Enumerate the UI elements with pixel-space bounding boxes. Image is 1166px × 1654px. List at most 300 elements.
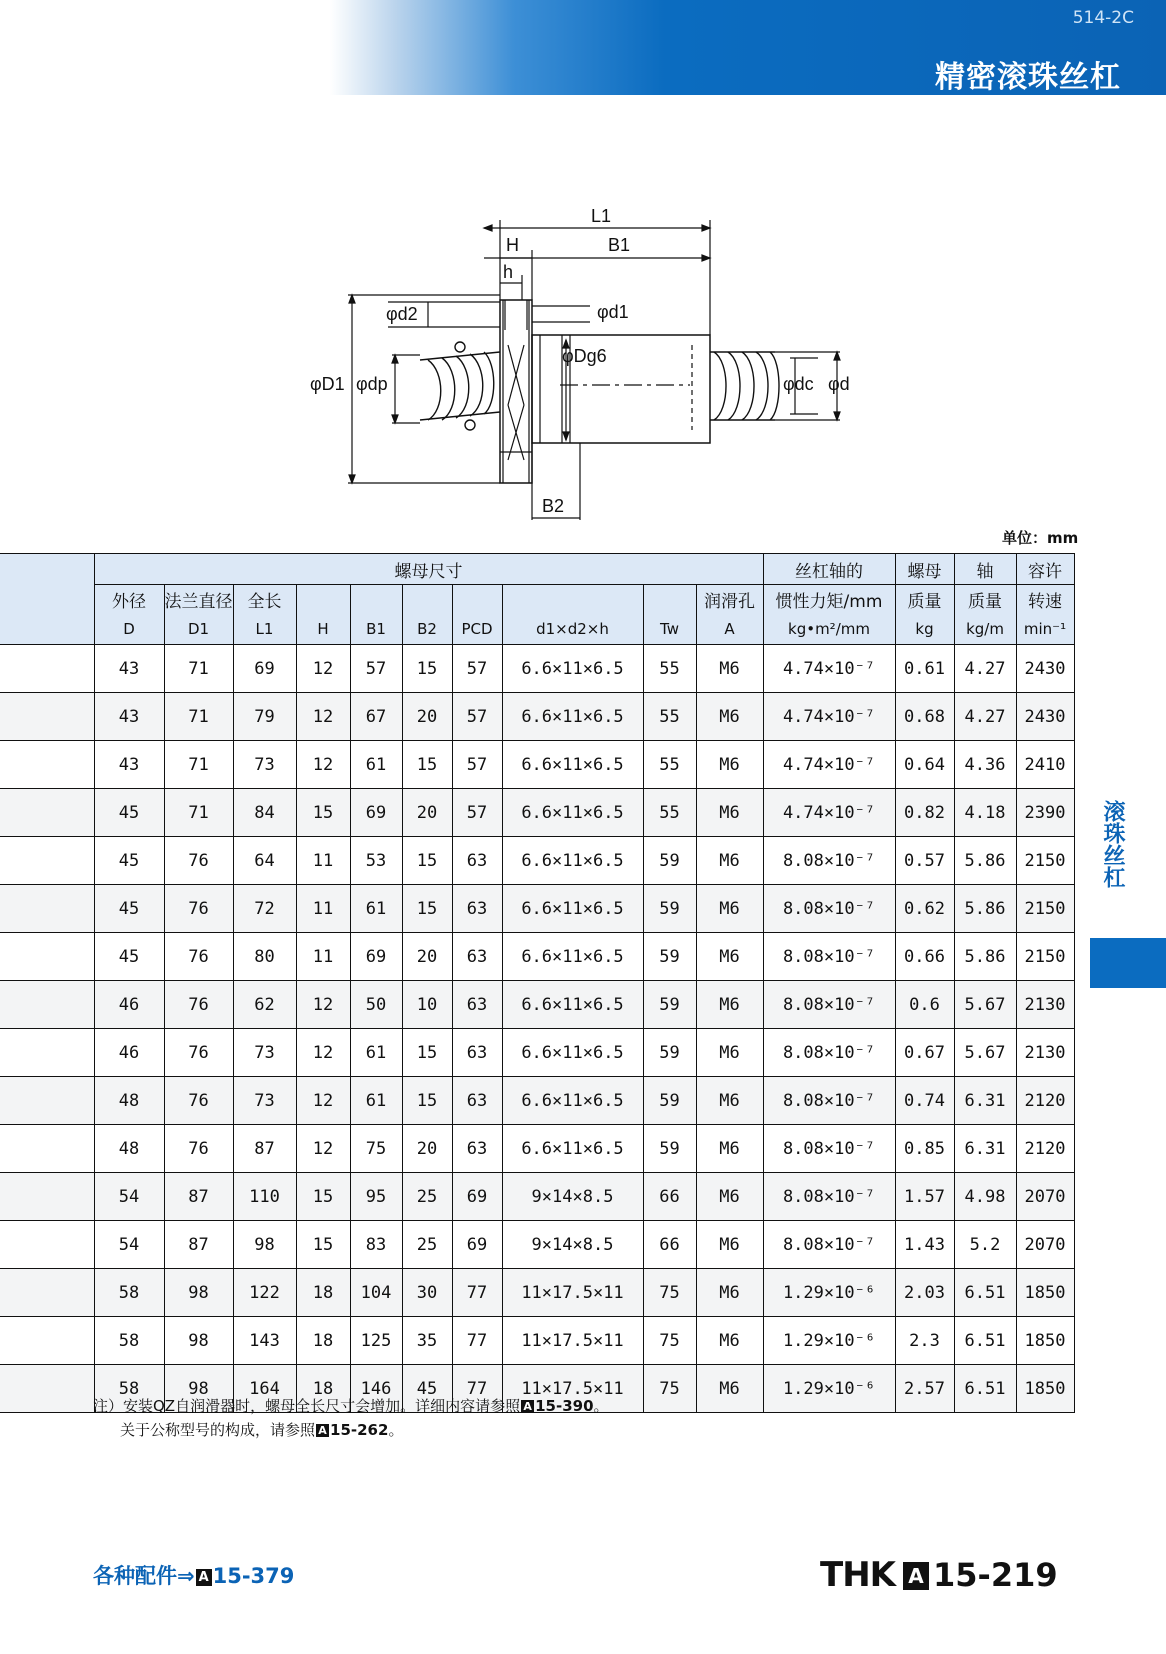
model-cell bbox=[0, 1173, 94, 1221]
model-cell bbox=[0, 1269, 94, 1317]
table-cell: 2430 bbox=[1016, 645, 1074, 693]
table-cell: 55 bbox=[643, 693, 696, 741]
col-D1-symbol: D1 bbox=[164, 615, 233, 645]
table-cell: 5.67 bbox=[954, 981, 1016, 1029]
brand-logo: THK bbox=[820, 1555, 895, 1595]
col-B2-symbol: B2 bbox=[402, 615, 452, 645]
shaft-mass-header-1: 轴 bbox=[954, 554, 1016, 585]
table-cell: 54 bbox=[94, 1173, 164, 1221]
table-cell: 6.6×11×6.5 bbox=[502, 837, 643, 885]
table-cell: 11×17.5×11 bbox=[502, 1365, 643, 1413]
table-cell: 6.6×11×6.5 bbox=[502, 981, 643, 1029]
table-row bbox=[0, 837, 1074, 885]
table-cell: 61 bbox=[350, 1077, 402, 1125]
table-cell: 15 bbox=[402, 1029, 452, 1077]
table-cell: 0.85 bbox=[895, 1125, 954, 1173]
table-cell: 8.08×10⁻⁷ bbox=[763, 1077, 895, 1125]
table-cell: 2.57 bbox=[895, 1365, 954, 1413]
table-cell: 35 bbox=[402, 1317, 452, 1365]
table-cell: 71 bbox=[164, 741, 233, 789]
table-cell: 11×17.5×11 bbox=[502, 1269, 643, 1317]
table-cell: 6.6×11×6.5 bbox=[502, 1125, 643, 1173]
note2-ref-link[interactable]: 15-262 bbox=[330, 1421, 389, 1439]
table-cell: 63 bbox=[452, 837, 502, 885]
table-cell: 73 bbox=[233, 741, 296, 789]
table-cell: M6 bbox=[696, 1317, 763, 1365]
table-cell: 15 bbox=[296, 1221, 350, 1269]
table-cell: 2.03 bbox=[895, 1269, 954, 1317]
table-cell: 8.08×10⁻⁷ bbox=[763, 1221, 895, 1269]
table-cell: 8.08×10⁻⁷ bbox=[763, 933, 895, 981]
table-cell: 50 bbox=[350, 981, 402, 1029]
side-section-tab[interactable] bbox=[1090, 938, 1166, 988]
label-D1: φD1 bbox=[310, 374, 345, 394]
table-cell: 4.74×10⁻⁷ bbox=[763, 789, 895, 837]
table-cell: M6 bbox=[696, 1269, 763, 1317]
table-row bbox=[0, 1077, 1074, 1125]
table-cell: 1.29×10⁻⁶ bbox=[763, 1365, 895, 1413]
spec-table bbox=[0, 553, 1075, 1413]
ref-box-icon: A bbox=[521, 1400, 534, 1413]
table-cell: 4.98 bbox=[954, 1173, 1016, 1221]
side-section-label: 滚珠丝杠 bbox=[1100, 800, 1125, 888]
table-cell: 57 bbox=[452, 645, 502, 693]
table-cell: 18 bbox=[296, 1317, 350, 1365]
table-cell: 69 bbox=[350, 789, 402, 837]
nut-dimensions-header: 螺母尺寸 bbox=[94, 554, 763, 585]
table-cell: M6 bbox=[696, 837, 763, 885]
table-cell: 98 bbox=[164, 1269, 233, 1317]
col-d-blank bbox=[502, 585, 643, 615]
table-cell: 75 bbox=[350, 1125, 402, 1173]
table-cell: 75 bbox=[643, 1269, 696, 1317]
table-cell: 77 bbox=[452, 1365, 502, 1413]
table-row bbox=[0, 693, 1074, 741]
table-cell: 146 bbox=[350, 1365, 402, 1413]
table-cell: 12 bbox=[296, 981, 350, 1029]
label-dp: φdp bbox=[356, 374, 388, 394]
inertia-unit: kg•m²/mm bbox=[763, 615, 895, 645]
table-cell: 45 bbox=[94, 933, 164, 981]
table-cell: 63 bbox=[452, 1077, 502, 1125]
table-cell: M6 bbox=[696, 645, 763, 693]
table-cell: 76 bbox=[164, 1125, 233, 1173]
table-cell: 8.08×10⁻⁷ bbox=[763, 885, 895, 933]
table-cell: 80 bbox=[233, 933, 296, 981]
table-cell: 63 bbox=[452, 1125, 502, 1173]
col-PCD-blank bbox=[452, 585, 502, 615]
table-cell: 6.6×11×6.5 bbox=[502, 693, 643, 741]
col-H-symbol: H bbox=[296, 615, 350, 645]
shaft-mass-unit: kg/m bbox=[954, 615, 1016, 645]
table-cell: 43 bbox=[94, 741, 164, 789]
table-cell: 9×14×8.5 bbox=[502, 1221, 643, 1269]
table-cell: 143 bbox=[233, 1317, 296, 1365]
page-number-block bbox=[820, 1555, 1058, 1595]
table-cell: 75 bbox=[643, 1365, 696, 1413]
table-cell: M6 bbox=[696, 1221, 763, 1269]
table-cell: 62 bbox=[233, 981, 296, 1029]
table-cell: 15 bbox=[402, 645, 452, 693]
table-cell: 6.6×11×6.5 bbox=[502, 933, 643, 981]
table-cell: M6 bbox=[696, 981, 763, 1029]
table-cell: 43 bbox=[94, 693, 164, 741]
table-cell: 1850 bbox=[1016, 1365, 1074, 1413]
table-row bbox=[0, 1173, 1074, 1221]
label-h: h bbox=[503, 262, 514, 282]
model-cell bbox=[0, 741, 94, 789]
table-cell: 2.3 bbox=[895, 1317, 954, 1365]
model-cell bbox=[0, 1029, 94, 1077]
table-cell: 6.6×11×6.5 bbox=[502, 1029, 643, 1077]
table-cell: 0.68 bbox=[895, 693, 954, 741]
nut-mass-header-2: 质量 bbox=[895, 585, 954, 615]
table-cell: 164 bbox=[233, 1365, 296, 1413]
model-cell bbox=[0, 1077, 94, 1125]
table-cell: 2410 bbox=[1016, 741, 1074, 789]
table-cell: 87 bbox=[164, 1221, 233, 1269]
page-number: 15-219 bbox=[933, 1556, 1058, 1594]
table-cell: 76 bbox=[164, 1029, 233, 1077]
table-cell: M6 bbox=[696, 1029, 763, 1077]
model-cell bbox=[0, 693, 94, 741]
table-cell: 5.86 bbox=[954, 933, 1016, 981]
table-row bbox=[0, 789, 1074, 837]
table-cell: 6.51 bbox=[954, 1365, 1016, 1413]
col-D1-label: 法兰直径 bbox=[164, 585, 233, 615]
table-cell: 0.57 bbox=[895, 837, 954, 885]
table-cell: 63 bbox=[452, 885, 502, 933]
table-cell: 0.82 bbox=[895, 789, 954, 837]
table-cell: 8.08×10⁻⁷ bbox=[763, 1125, 895, 1173]
table-cell: 63 bbox=[452, 933, 502, 981]
table-cell: 58 bbox=[94, 1269, 164, 1317]
table-cell: 59 bbox=[643, 1125, 696, 1173]
table-cell: 4.74×10⁻⁷ bbox=[763, 693, 895, 741]
table-cell: 125 bbox=[350, 1317, 402, 1365]
table-cell: 98 bbox=[164, 1317, 233, 1365]
model-cell bbox=[0, 837, 94, 885]
table-cell: 6.31 bbox=[954, 1125, 1016, 1173]
model-cell bbox=[0, 1221, 94, 1269]
table-cell: 59 bbox=[643, 933, 696, 981]
col-PCD-symbol: PCD bbox=[452, 615, 502, 645]
table-cell: 6.6×11×6.5 bbox=[502, 1077, 643, 1125]
unit-note: 单位：mm bbox=[1002, 529, 1079, 547]
label-B2: B2 bbox=[542, 496, 565, 516]
label-L1: L1 bbox=[591, 206, 612, 226]
table-cell: 79 bbox=[233, 693, 296, 741]
table-cell: M6 bbox=[696, 1077, 763, 1125]
table-row bbox=[0, 1221, 1074, 1269]
table-cell: 0.62 bbox=[895, 885, 954, 933]
table-row bbox=[0, 1317, 1074, 1365]
table-row bbox=[0, 981, 1074, 1029]
table-cell: 8.08×10⁻⁷ bbox=[763, 1029, 895, 1077]
table-cell: 46 bbox=[94, 1029, 164, 1077]
table-cell: 2070 bbox=[1016, 1173, 1074, 1221]
label-Dg6: φDg6 bbox=[562, 346, 607, 366]
table-row bbox=[0, 645, 1074, 693]
table-cell: 45 bbox=[94, 885, 164, 933]
table-cell: 45 bbox=[402, 1365, 452, 1413]
ball-screw-nut-drawing bbox=[0, 0, 1166, 520]
table-cell: 1850 bbox=[1016, 1317, 1074, 1365]
table-cell: 77 bbox=[452, 1269, 502, 1317]
label-dc: φdc bbox=[783, 374, 814, 394]
table-cell: 122 bbox=[233, 1269, 296, 1317]
col-Tw-symbol: Tw bbox=[643, 615, 696, 645]
table-cell: 76 bbox=[164, 837, 233, 885]
table-cell: 6.6×11×6.5 bbox=[502, 645, 643, 693]
table-cell: 55 bbox=[643, 789, 696, 837]
table-cell: 2070 bbox=[1016, 1221, 1074, 1269]
table-cell: 18 bbox=[296, 1269, 350, 1317]
table-cell: 2130 bbox=[1016, 981, 1074, 1029]
table-cell: 57 bbox=[452, 789, 502, 837]
table-cell: 55 bbox=[643, 645, 696, 693]
table-cell: 18 bbox=[296, 1365, 350, 1413]
page-title: 精密滚珠丝杠 bbox=[935, 60, 1121, 95]
col-B1-blank bbox=[350, 585, 402, 615]
table-cell: 58 bbox=[94, 1365, 164, 1413]
table-cell: 12 bbox=[296, 1077, 350, 1125]
table-cell: 20 bbox=[402, 693, 452, 741]
model-cell bbox=[0, 981, 94, 1029]
table-cell: 45 bbox=[94, 789, 164, 837]
table-cell: 73 bbox=[233, 1077, 296, 1125]
label-d1: φd1 bbox=[597, 302, 629, 322]
table-cell: 11×17.5×11 bbox=[502, 1317, 643, 1365]
table-cell: M6 bbox=[696, 789, 763, 837]
table-cell: 9×14×8.5 bbox=[502, 1173, 643, 1221]
table-cell: 15 bbox=[402, 1077, 452, 1125]
table-cell: 69 bbox=[452, 1221, 502, 1269]
table-cell: 0.74 bbox=[895, 1077, 954, 1125]
table-cell: 46 bbox=[94, 981, 164, 1029]
col-D-symbol: D bbox=[94, 615, 164, 645]
table-cell: 76 bbox=[164, 1077, 233, 1125]
table-cell: 6.6×11×6.5 bbox=[502, 885, 643, 933]
table-cell: 59 bbox=[643, 981, 696, 1029]
table-cell: 1.29×10⁻⁶ bbox=[763, 1269, 895, 1317]
col-B1-symbol: B1 bbox=[350, 615, 402, 645]
table-cell: M6 bbox=[696, 693, 763, 741]
spec-table-body bbox=[0, 645, 1074, 1413]
table-row bbox=[0, 933, 1074, 981]
col-D-label: 外径 bbox=[94, 585, 164, 615]
table-cell: 2120 bbox=[1016, 1125, 1074, 1173]
label-d2: φd2 bbox=[386, 304, 418, 324]
table-cell: 69 bbox=[350, 933, 402, 981]
table-cell: 0.6 bbox=[895, 981, 954, 1029]
table-cell: 6.51 bbox=[954, 1269, 1016, 1317]
col-B2-blank bbox=[402, 585, 452, 615]
table-cell: 12 bbox=[296, 645, 350, 693]
nut-mass-unit: kg bbox=[895, 615, 954, 645]
table-cell: 45 bbox=[94, 837, 164, 885]
table-cell: 4.27 bbox=[954, 645, 1016, 693]
label-d: φd bbox=[828, 374, 850, 394]
table-cell: 6.31 bbox=[954, 1077, 1016, 1125]
table-cell: 57 bbox=[350, 645, 402, 693]
table-cell: 53 bbox=[350, 837, 402, 885]
table-cell: 69 bbox=[233, 645, 296, 693]
table-cell: 1.29×10⁻⁶ bbox=[763, 1317, 895, 1365]
table-cell: 58 bbox=[94, 1317, 164, 1365]
table-cell: 20 bbox=[402, 933, 452, 981]
table-cell: 57 bbox=[452, 741, 502, 789]
table-cell: 55 bbox=[643, 741, 696, 789]
table-cell: 2150 bbox=[1016, 837, 1074, 885]
table-cell: 20 bbox=[402, 1125, 452, 1173]
model-cell bbox=[0, 885, 94, 933]
table-cell: 71 bbox=[164, 789, 233, 837]
table-cell: 0.66 bbox=[895, 933, 954, 981]
table-cell: 83 bbox=[350, 1221, 402, 1269]
table-cell: 2430 bbox=[1016, 693, 1074, 741]
table-cell: 12 bbox=[296, 741, 350, 789]
table-cell: 15 bbox=[402, 741, 452, 789]
table-cell: 0.67 bbox=[895, 1029, 954, 1077]
table-cell: 6.6×11×6.5 bbox=[502, 741, 643, 789]
table-cell: 15 bbox=[296, 789, 350, 837]
table-cell: 69 bbox=[452, 1173, 502, 1221]
table-cell: 98 bbox=[164, 1365, 233, 1413]
table-cell: 5.86 bbox=[954, 837, 1016, 885]
table-cell: 98 bbox=[233, 1221, 296, 1269]
table-cell: 54 bbox=[94, 1221, 164, 1269]
model-cell bbox=[0, 789, 94, 837]
table-row bbox=[0, 1029, 1074, 1077]
model-cell bbox=[0, 645, 94, 693]
table-cell: 4.36 bbox=[954, 741, 1016, 789]
table-cell: 59 bbox=[643, 1029, 696, 1077]
table-cell: 76 bbox=[164, 981, 233, 1029]
model-cell bbox=[0, 1317, 94, 1365]
table-cell: 87 bbox=[164, 1173, 233, 1221]
model-cell bbox=[0, 933, 94, 981]
table-cell: 11 bbox=[296, 837, 350, 885]
col-d-symbol: d1×d2×h bbox=[502, 615, 643, 645]
catalog-code: 514-2C bbox=[1072, 8, 1134, 28]
table-cell: 11 bbox=[296, 885, 350, 933]
table-cell: 84 bbox=[233, 789, 296, 837]
table-cell: 30 bbox=[402, 1269, 452, 1317]
table-cell: 2120 bbox=[1016, 1077, 1074, 1125]
table-cell: 10 bbox=[402, 981, 452, 1029]
table-cell: 5.86 bbox=[954, 885, 1016, 933]
shaft-mass-header-2: 质量 bbox=[954, 585, 1016, 615]
col-Tw-blank bbox=[643, 585, 696, 615]
label-B1: B1 bbox=[608, 235, 631, 255]
col-A-label: 润滑孔 bbox=[696, 585, 763, 615]
table-cell: M6 bbox=[696, 1365, 763, 1413]
ref-box-icon: A bbox=[196, 1569, 212, 1586]
table-cell: 95 bbox=[350, 1173, 402, 1221]
table-cell: 72 bbox=[233, 885, 296, 933]
table-cell: 15 bbox=[402, 885, 452, 933]
table-cell: 73 bbox=[233, 1029, 296, 1077]
table-cell: 8.08×10⁻⁷ bbox=[763, 981, 895, 1029]
speed-header-1: 容许 bbox=[1016, 554, 1074, 585]
table-cell: 2150 bbox=[1016, 933, 1074, 981]
table-cell: 8.08×10⁻⁷ bbox=[763, 1173, 895, 1221]
table-cell: 4.18 bbox=[954, 789, 1016, 837]
table-cell: 20 bbox=[402, 789, 452, 837]
table-cell: 76 bbox=[164, 933, 233, 981]
table-row bbox=[0, 741, 1074, 789]
col-H-blank bbox=[296, 585, 350, 615]
table-cell: 61 bbox=[350, 741, 402, 789]
table-cell: M6 bbox=[696, 933, 763, 981]
table-cell: 1.43 bbox=[895, 1221, 954, 1269]
table-cell: 63 bbox=[452, 1029, 502, 1077]
table-row bbox=[0, 1269, 1074, 1317]
table-cell: 110 bbox=[233, 1173, 296, 1221]
table-row bbox=[0, 1125, 1074, 1173]
table-cell: 71 bbox=[164, 645, 233, 693]
table-cell: 12 bbox=[296, 1029, 350, 1077]
table-cell: 87 bbox=[233, 1125, 296, 1173]
table-cell: 104 bbox=[350, 1269, 402, 1317]
table-cell: 4.74×10⁻⁷ bbox=[763, 645, 895, 693]
col-L1-label: 全长 bbox=[233, 585, 296, 615]
table-row bbox=[0, 885, 1074, 933]
table-cell: 6.6×11×6.5 bbox=[502, 789, 643, 837]
table-cell: 2150 bbox=[1016, 885, 1074, 933]
table-cell: 1.57 bbox=[895, 1173, 954, 1221]
table-cell: 48 bbox=[94, 1077, 164, 1125]
col-L1-symbol: L1 bbox=[233, 615, 296, 645]
table-cell: M6 bbox=[696, 1173, 763, 1221]
table-cell: M6 bbox=[696, 1125, 763, 1173]
table-cell: 1850 bbox=[1016, 1269, 1074, 1317]
table-cell: 67 bbox=[350, 693, 402, 741]
inertia-header-2: 惯性力矩/mm bbox=[763, 585, 895, 615]
table-cell: 12 bbox=[296, 693, 350, 741]
table-cell: 11 bbox=[296, 933, 350, 981]
table-cell: 77 bbox=[452, 1317, 502, 1365]
table-cell: M6 bbox=[696, 741, 763, 789]
table-cell: 15 bbox=[402, 837, 452, 885]
table-cell: 6.51 bbox=[954, 1317, 1016, 1365]
note1-ref-link[interactable]: 15-390 bbox=[535, 1397, 594, 1415]
table-cell: 59 bbox=[643, 885, 696, 933]
table-cell: 5.2 bbox=[954, 1221, 1016, 1269]
table-cell: 4.27 bbox=[954, 693, 1016, 741]
table-cell: 43 bbox=[94, 645, 164, 693]
table-cell: 76 bbox=[164, 885, 233, 933]
table-cell: 2390 bbox=[1016, 789, 1074, 837]
table-cell: 75 bbox=[643, 1317, 696, 1365]
table-cell: 61 bbox=[350, 1029, 402, 1077]
table-cell: 61 bbox=[350, 885, 402, 933]
accessories-link[interactable]: 各种配件⇒ A 15-379 bbox=[93, 1564, 295, 1588]
table-cell: 66 bbox=[643, 1221, 696, 1269]
model-cell bbox=[0, 1125, 94, 1173]
table-cell: 25 bbox=[402, 1221, 452, 1269]
table-cell: 2130 bbox=[1016, 1029, 1074, 1077]
table-cell: 8.08×10⁻⁷ bbox=[763, 837, 895, 885]
table-cell: 66 bbox=[643, 1173, 696, 1221]
model-cell bbox=[0, 1365, 94, 1413]
label-H: H bbox=[506, 235, 519, 255]
speed-header-2: 转速 bbox=[1016, 585, 1074, 615]
table-cell: 25 bbox=[402, 1173, 452, 1221]
nut-mass-header-1: 螺母 bbox=[895, 554, 954, 585]
table-cell: 5.67 bbox=[954, 1029, 1016, 1077]
